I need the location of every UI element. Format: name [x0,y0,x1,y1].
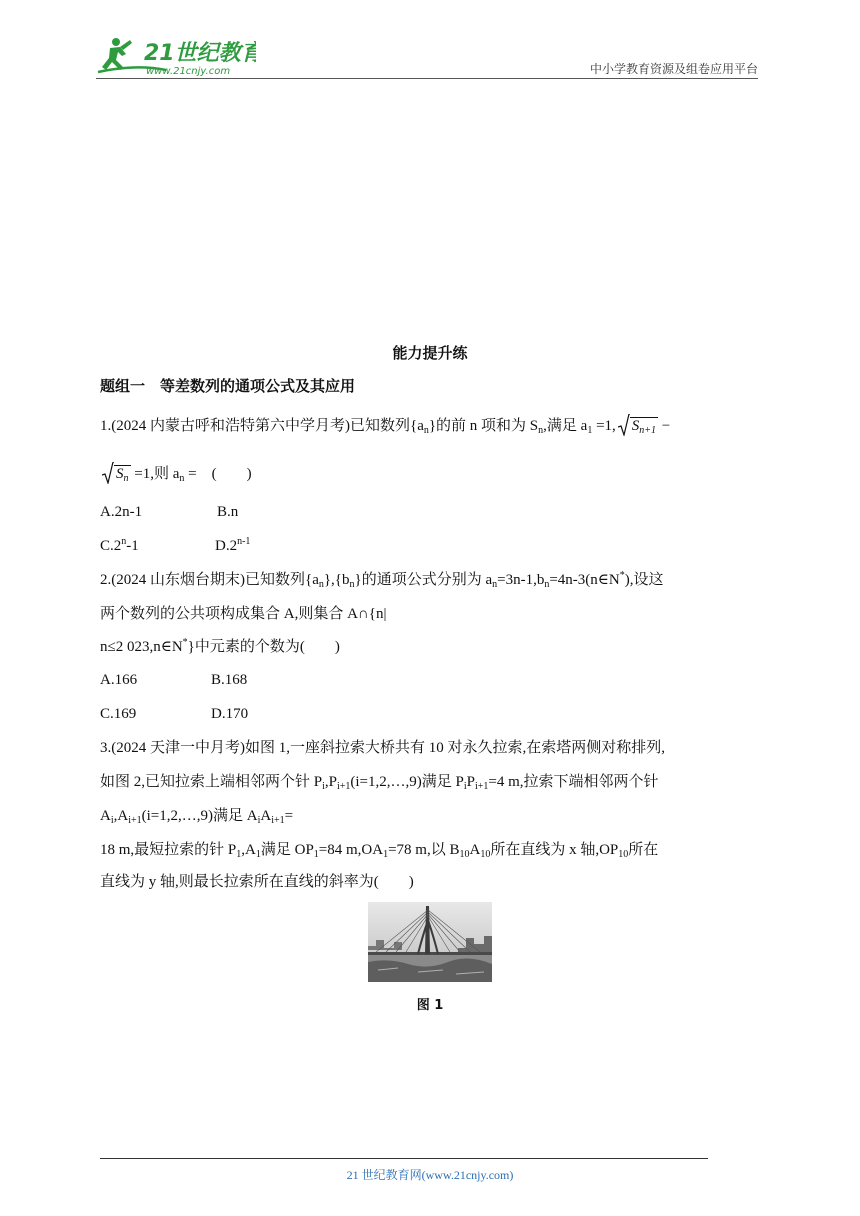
question-3-line-3: $A_i,A_{i+1}(i=1,2,\dots,9)$满足 $A_iA_{i+1}=$ [100,808,294,826]
question-group-title: 题组一 等差数列的通项公式及其应用 [100,377,356,395]
question-2-line-1: 2.(2024 山东烟台期末)已知数列$\{a_n\},\{b_n\}$的通项公式分别为 $a_n=3n-1,b_n=4n-3(n\in N^*)$,设这 [100,570,664,590]
sqrt-s-n-plus-1: $S_{n+1}$ [618,416,658,436]
question-1-options-ab [100,502,238,522]
question-2-options-ab [100,670,247,690]
question-1-line-2: $S_n =1$,则 $a_n$ = ( ) [100,464,252,484]
site-logo [96,34,256,78]
option-d[interactable]: D.2$^{n-1}$ [215,536,251,554]
figure-caption: 图 1 [416,998,444,1013]
option-a[interactable]: A.166 [100,672,138,688]
section-title: 能力提升练 [392,344,468,362]
bridge-photo [368,902,492,982]
option-a[interactable]: A.2n-1 [100,504,143,520]
option-d[interactable]: D.170 [211,706,249,722]
question-3-line-1: 3.(2024 天津一中月考)如图 1,一座斜拉索大桥共有 10 对永久拉索,在索塔两侧对称排列, [100,740,665,756]
question-1-options-cd [100,536,250,556]
question-2-line-3: n≤2 023,n∈N*}中元素的个数为( ) [100,637,340,655]
header-divider [96,78,758,79]
question-3-line-5: 直线为 y 轴,则最长拉索所在直线的斜率为( ) [100,874,414,890]
footer-link[interactable]: 21 世纪教育网(www.21cnjy.com) [346,1168,514,1182]
svg-text:www.21cnjy.com: www.21cnjy.com [146,66,231,77]
option-c[interactable]: C.169 [100,706,137,722]
option-b[interactable]: B.n [217,504,239,520]
question-3-line-2: 如图 2,已知拉索上端相邻两个针 $P_i,P_{i+1}(i=1,2,\dots,9)$满足 $P_iP_{i+1}=4$ m,拉索下端相邻两个针 [100,774,659,792]
question-2-line-2: 两个数列的公共项构成集合 A,则集合 A∩{n| [100,606,387,622]
platform-name: 中小学教育资源及组卷应用平台 [589,62,758,76]
question-3-line-4: 18 m,最短拉索的针 $P_1,A_1$满足 $OP_1=84$ $m,OA_1=78$ m,以 $B_{10}A_{10}$所在直线为 x 轴$,OP_{10}$所在 [100,842,659,860]
question-1-line-1: 1.(2024 内蒙古呼和浩特第六中学月考)已知数列$\{a_n\}$的前 n 项和为 $S_n$,满足 $a_1 =1$, $S_{n+1}$ − [100,416,670,436]
svg-text:21世纪教育: 21世纪教育 [144,41,256,66]
footer-divider [100,1158,708,1159]
sqrt-s-n: $S_n$ [102,464,131,484]
question-2-options-cd [100,704,248,724]
option-c[interactable]: C.2$^n$-1 [100,536,139,554]
option-b[interactable]: B.168 [211,672,248,688]
